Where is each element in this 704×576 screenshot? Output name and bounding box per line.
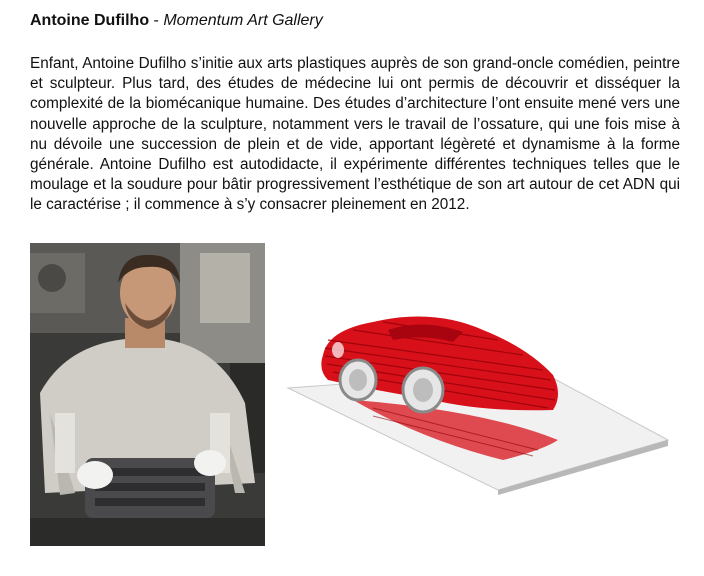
artist-name: Antoine Dufilho bbox=[30, 12, 150, 29]
header-separator: - bbox=[149, 12, 164, 29]
artist-biography: Enfant, Antoine Dufilho s’initie aux arts plastiques auprès de son grand-oncle comédien, peintre et sculpteur. Plus tard, des études de médecine lui ont permis de découvrir et disséquer la complexité de la biomécanique humaine. Des études d’architecture l’ont ensuite mené vers une nouvelle approche de la sculpture, notamment vers le travail de l’ossature, qui une fois mise à nu dévoile une succession de plein et de vide, apportant légèreté et dynamisme à la forme générale. Antoine Dufilho est autodidacte, il expérimente différentes techniques telles que le moulage et la soudure pour bâtir progressivement l’esthétique de son art autour de cet ADN qui le caractérise ; il commence à s’y consacrer pleinement en 2012. bbox=[30, 55, 680, 214]
car-sculpture-image bbox=[283, 300, 673, 495]
artist-photo bbox=[30, 243, 265, 546]
gallery-name: Momentum Art Gallery bbox=[163, 12, 323, 29]
page-header bbox=[30, 10, 323, 32]
